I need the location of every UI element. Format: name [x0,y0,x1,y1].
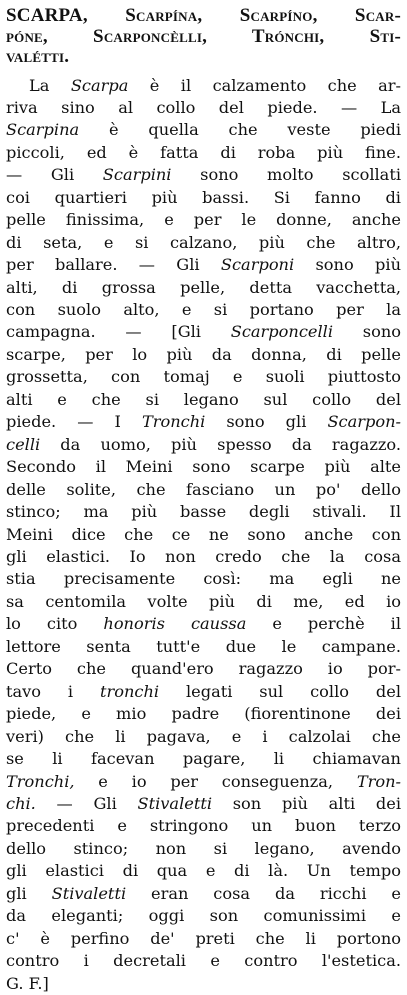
text-run: delle solite, che fasciano un po' dello [6,480,401,499]
text-line [6,366,401,388]
text-line [6,658,401,680]
text-run: gli elastici. Io non credo che la cosa [6,547,401,566]
text-line [6,928,401,950]
italic-term: Scarpina [6,120,79,139]
text-run: piede. — I [6,412,142,431]
text-line [6,950,401,972]
text-line [6,321,401,343]
text-line [6,793,401,815]
heading-line-3: valétti. [6,47,401,68]
text-run: è il calzamento che ar- [128,76,401,95]
heading-line-1 [6,6,401,27]
italic-term: Scarponi [221,255,294,274]
italic-term: Scarpini [103,165,172,184]
text-line [6,411,401,433]
italic-term: Stivaletti [138,794,213,813]
text-line [6,389,401,411]
text-run: da uomo, più spesso da ragazzo. [40,435,401,454]
text-line [6,860,401,882]
text-line [6,748,401,770]
italic-term: Stivaletti [52,884,127,903]
text-run: alti, di grossa pelle, detta vacchetta, [6,278,401,297]
italic-term: Scarponcelli [231,322,333,341]
text-run: veri) che li pagava, e i calzolai che [6,727,401,746]
text-line [6,97,401,119]
text-line [6,838,401,860]
text-run: alti e che si legano sul collo del [6,390,401,409]
italic-term: celli [6,435,40,454]
text-line [6,277,401,299]
text-run: piede, e mio padre (fiorentinone dei [6,704,401,723]
text-run: lo cito [6,614,103,633]
text-line [6,254,401,276]
text-run: gli [6,884,52,903]
text-line [6,815,401,837]
text-run: e io per conseguenza, [75,772,357,791]
text-line [6,299,401,321]
text-run: Secondo il Meini sono scarpe più alte [6,457,401,476]
text-run: stinco; ma più basse degli stivali. Il [6,502,401,521]
text-run: son più alti dei [212,794,401,813]
text-line [6,434,401,456]
text-run: Certo che quand'ero ragazzo io por- [6,659,401,678]
text-line [6,681,401,703]
text-run: Meini dice che ce ne sono anche con [6,525,401,544]
text-line [6,479,401,501]
text-line [6,119,401,141]
text-run: è quella che veste piedi [79,120,401,139]
heading-line-2: póne, Scarponcèlli, Trónchi, Sti- [6,27,401,48]
text-run: contro i decretali e contro l'estetica. [6,951,401,970]
text-run: scarpe, per lo più da donna, di pelle [6,345,401,364]
text-line [6,613,401,635]
text-line [6,164,401,186]
text-line [6,591,401,613]
text-run: precedenti e stringono un buon terzo [6,816,401,835]
text-line [6,973,401,995]
text-line [6,703,401,725]
italic-term: Scarpa [71,76,129,95]
italic-term: tronchi [100,682,159,701]
text-line [6,456,401,478]
text-line [6,546,401,568]
text-run: c' è perfino de' preti che li portono [6,929,401,948]
text-line [6,524,401,546]
text-line [6,187,401,209]
text-line [6,636,401,658]
entry-body [6,75,401,995]
text-run: coi quartieri più bassi. Si fanno di [6,188,401,207]
text-run: G. F.] [6,974,49,993]
italic-term: Scarpon- [327,412,401,431]
italic-term: Tronchi [142,412,205,431]
text-run: piccoli, ed è fatta di roba più fine. [6,143,401,162]
text-run: legati sul collo del [159,682,401,701]
italic-term: Tronchi, [6,772,75,791]
text-run: sono gli [205,412,327,431]
text-run: di seta, e si calzano, più che altro, [6,233,401,252]
italic-term: chi. [6,794,36,813]
text-run: — Gli [6,165,103,184]
text-line [6,232,401,254]
text-run: — Gli [36,794,138,813]
text-line [6,209,401,231]
text-run: tavo i [6,682,100,701]
text-line [6,771,401,793]
text-run: grossetta, con tomaj e suoli piuttosto [6,367,401,386]
text-run: da eleganti; oggi son comunissimi e [6,906,401,925]
text-line [6,75,401,97]
text-run: pelle finissima, e per le donne, anche [6,210,401,229]
text-run: stia precisamente così: ma egli ne [6,569,401,588]
text-line [6,142,401,164]
text-run: La [29,76,71,95]
text-run: sono [333,322,401,341]
text-run: sono più [294,255,401,274]
italic-term: honoris caussa [103,614,246,633]
text-line [6,501,401,523]
heading-lead-word: SCARPA, [6,5,88,26]
text-run: gli elastici di qua e di là. Un tempo [6,861,401,880]
text-run: riva sino al collo del piede. — La [6,98,401,117]
text-line [6,568,401,590]
text-line [6,344,401,366]
text-run: sono molto scollati [171,165,401,184]
text-run: dello stinco; non si legano, avendo [6,839,401,858]
text-run: se li facevan pagare, li chiamavan [6,749,401,768]
text-line [6,905,401,927]
text-run: per ballare. — Gli [6,255,221,274]
text-run: eran cosa da ricchi e [126,884,401,903]
text-run: e perchè il [246,614,401,633]
italic-term: Tron- [357,772,401,791]
text-line [6,726,401,748]
text-run: campagna. — [Gli [6,322,231,341]
heading-variants: Scarpína, Scarpíno, Scar- [125,5,401,26]
text-run: lettore senta tutt'e due le campane. [6,637,401,656]
text-run: con suolo alto, e si portano per la [6,300,401,319]
text-run: sa centomila volte più di me, ed io [6,592,401,611]
entry-heading [6,6,401,68]
